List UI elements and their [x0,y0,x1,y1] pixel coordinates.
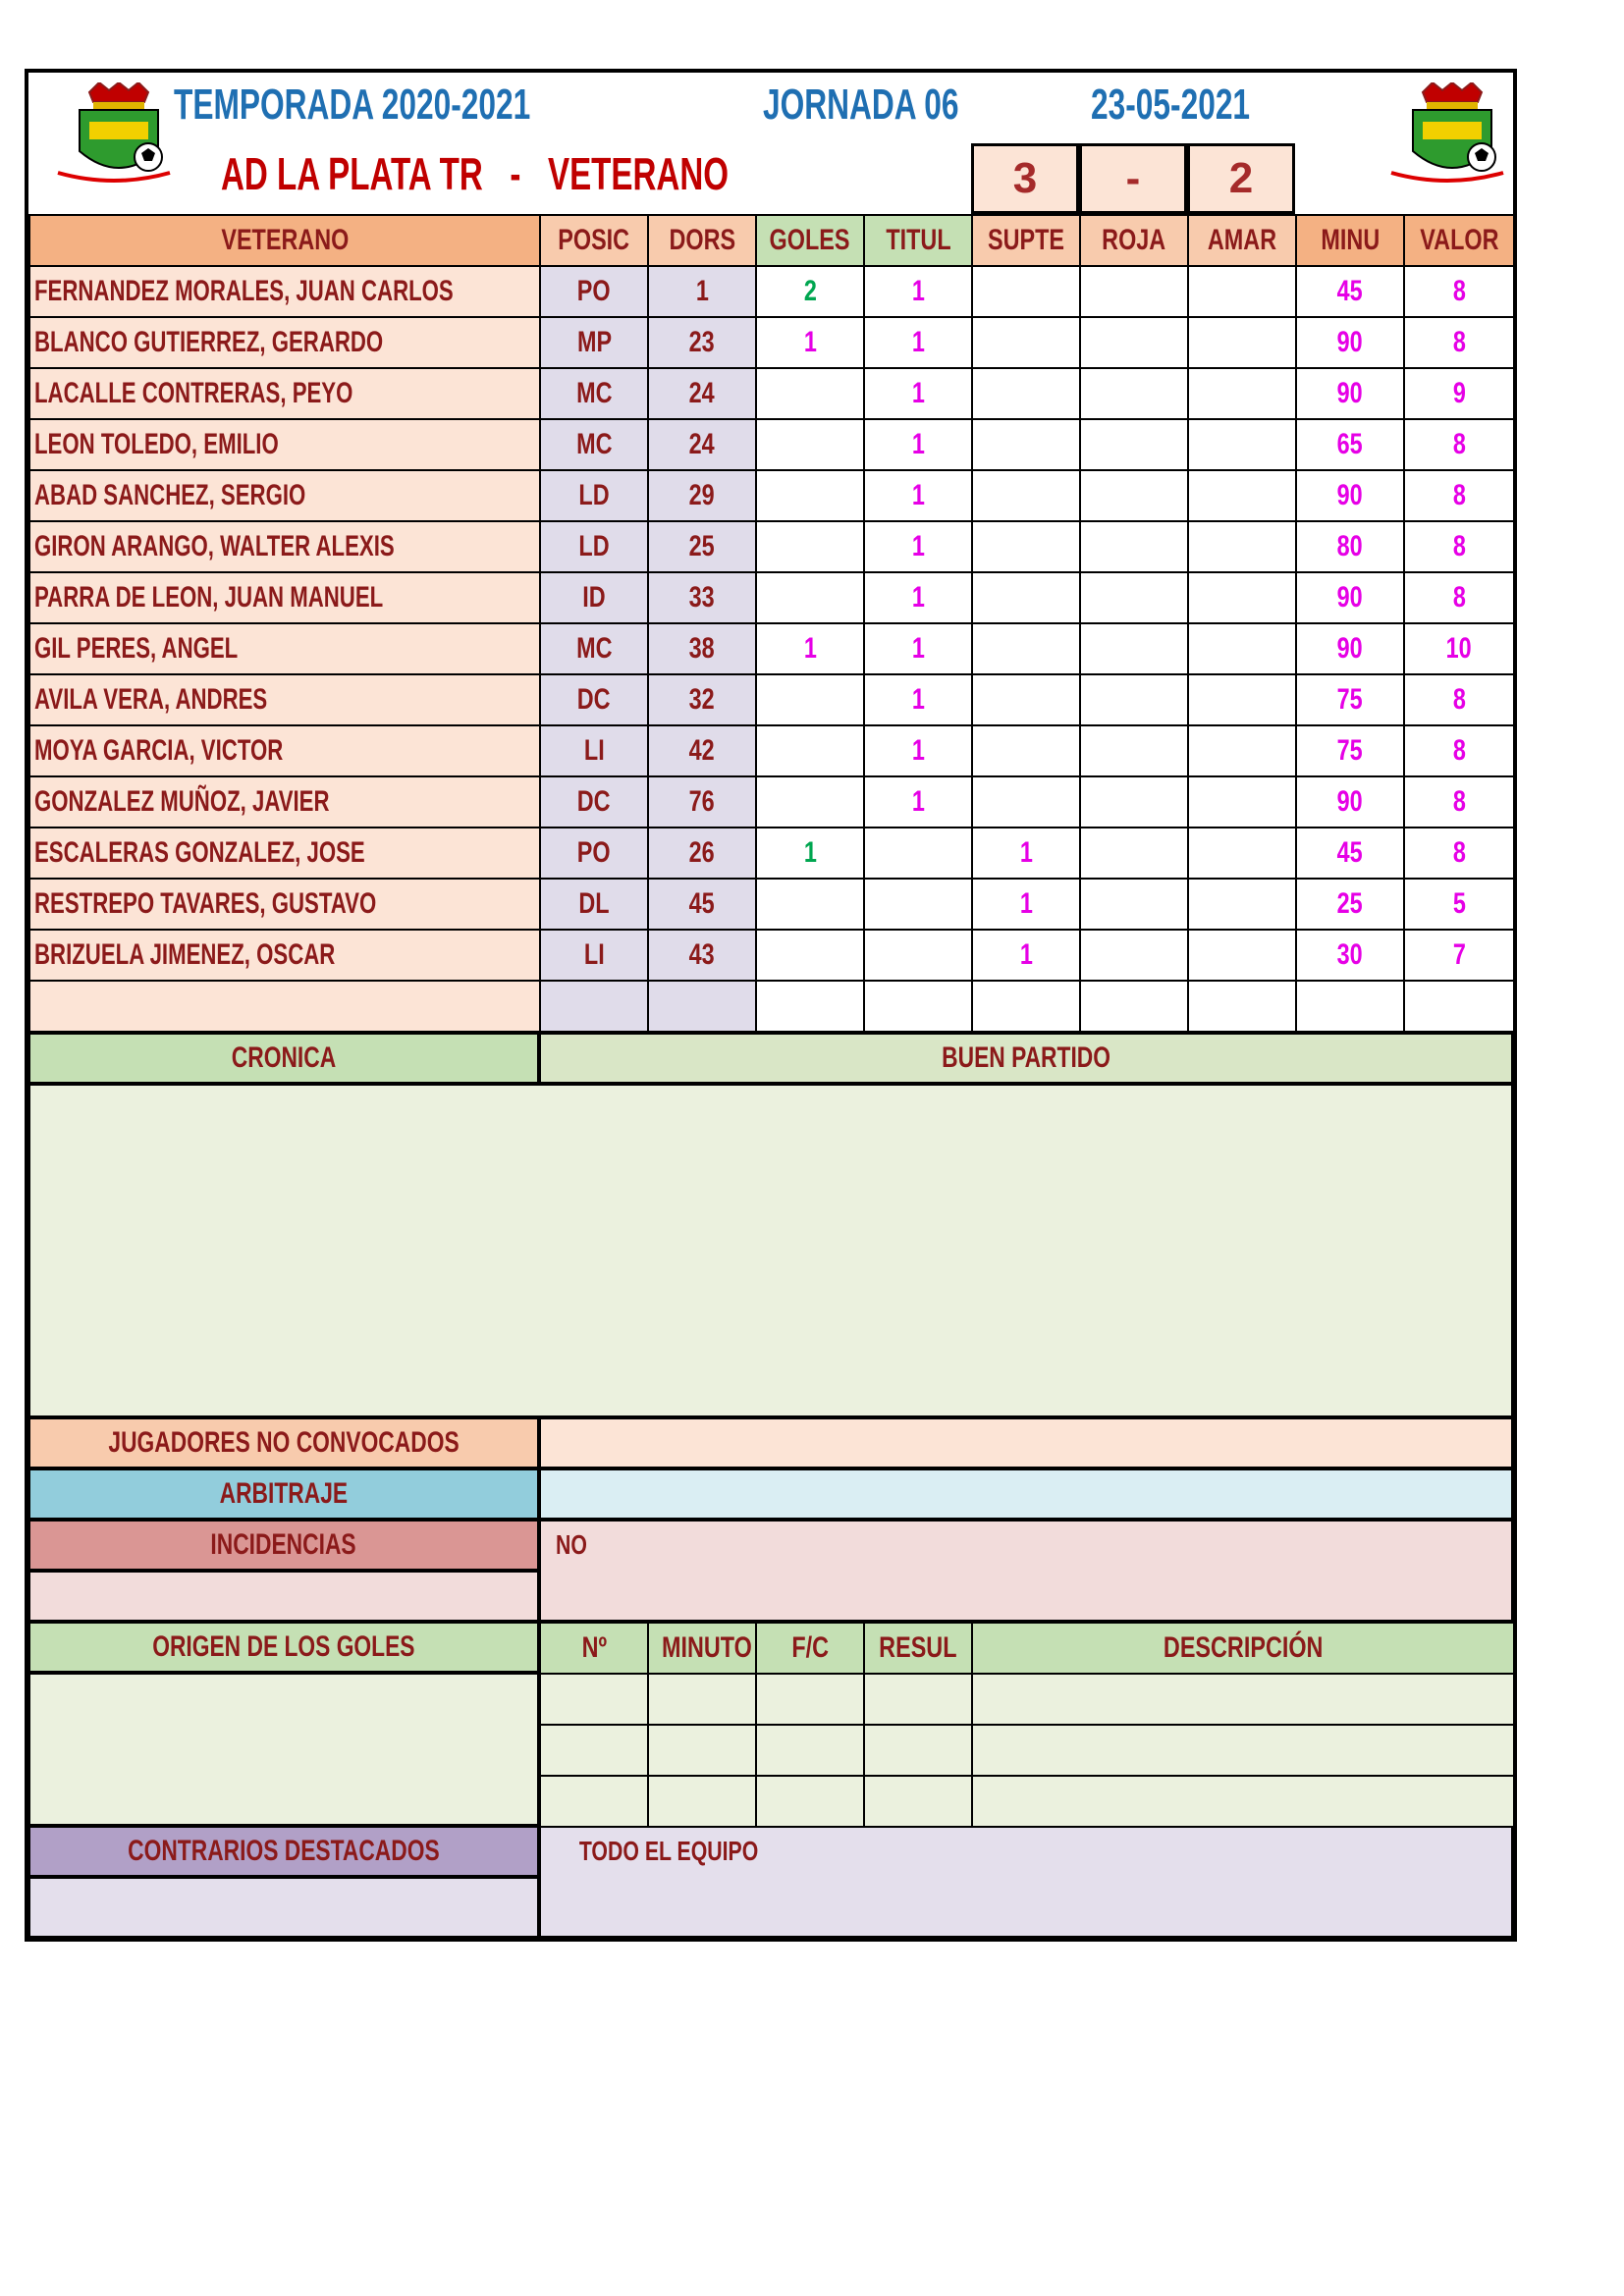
cell-amar [1188,776,1296,828]
cell-valor: 5 [1404,879,1514,930]
cell-num: 33 [648,572,756,623]
cell-name: LEON TOLEDO, EMILIO [29,419,540,470]
cell-goles [756,930,864,981]
match-date: 23-05-2021 [1091,80,1251,129]
cell-titul [864,930,972,981]
col-header-minu: MINU [1296,215,1404,266]
col-header-numero: Nº [540,1623,648,1674]
contrarios-value[interactable]: TODO EL EQUIPO [539,1826,1513,1938]
cell-goles: 1 [756,317,864,368]
cell-goles [756,368,864,419]
player-row[interactable] [29,828,1514,879]
origen-goles-label: ORIGEN DE LOS GOLES [28,1622,539,1673]
cell-goles: 2 [756,266,864,317]
contrarios-label: CONTRARIOS DESTACADOS [28,1826,539,1877]
cell-minu: 45 [1296,828,1404,879]
cell-num: 45 [648,879,756,930]
no-convocados-value[interactable] [539,1417,1513,1468]
col-header-roja: ROJA [1080,215,1188,266]
cell-amar [1188,572,1296,623]
cell-num: 25 [648,521,756,572]
match-report-sheet [25,69,1517,1942]
incidencias-value[interactable]: NO [539,1520,1513,1622]
cell-roja [1080,368,1188,419]
player-row[interactable] [29,776,1514,828]
player-row[interactable] [29,266,1514,317]
cell-num: 29 [648,470,756,521]
cell-num: 42 [648,725,756,776]
cell-num: 1 [648,266,756,317]
player-row[interactable] [29,368,1514,419]
cell-roja [1080,879,1188,930]
cell-pos [540,981,648,1032]
cell-name: FERNANDEZ MORALES, JUAN CARLOS [29,266,540,317]
cell-titul: 1 [864,317,972,368]
cell-titul: 1 [864,725,972,776]
cell-titul: 1 [864,521,972,572]
cell-minu: 25 [1296,879,1404,930]
player-row[interactable] [29,674,1514,725]
cell-supte [972,572,1080,623]
cell-valor: 8 [1404,572,1514,623]
cell-pos: LD [540,470,648,521]
incidencias-label: INCIDENCIAS [28,1520,539,1571]
cell-pos: LD [540,521,648,572]
goal-row[interactable] [540,1725,1514,1776]
cell-pos: MC [540,368,648,419]
cell-valor: 8 [1404,776,1514,828]
col-header-supte: SUPTE [972,215,1080,266]
goals-table-header [540,1623,1514,1674]
score-away: 2 [1187,143,1295,214]
no-convocados-label: JUGADORES NO CONVOCADOS [28,1417,539,1468]
cell-num: 43 [648,930,756,981]
col-header-titul: TITUL [864,215,972,266]
cell-supte [972,623,1080,674]
cell-amar [1188,266,1296,317]
cell-supte [972,368,1080,419]
cell-minu: 65 [1296,419,1404,470]
player-row[interactable] [29,623,1514,674]
cell-goles [756,674,864,725]
cell-num: 32 [648,674,756,725]
col-header-goles: GOLES [756,215,864,266]
col-header-fc: F/C [756,1623,864,1674]
cell-roja [1080,776,1188,828]
cell-titul [864,981,972,1032]
cell-supte [972,725,1080,776]
cell-minu: 45 [1296,266,1404,317]
cell-titul: 1 [864,419,972,470]
cell-goles [756,572,864,623]
incidencias-spacer [28,1571,539,1622]
col-header-veterano: VETERANO [29,215,540,266]
cell-minu: 75 [1296,725,1404,776]
cell-roja [1080,930,1188,981]
cell-roja [1080,470,1188,521]
cronica-label: CRONICA [28,1033,539,1084]
col-header-descripcion: DESCRIPCIÓN [972,1623,1514,1674]
cell-pos: MC [540,419,648,470]
match-title: AD LA PLATA TR - VETERANO [221,148,730,199]
cell-name: GIL PERES, ANGEL [29,623,540,674]
cell-valor [1404,981,1514,1032]
cell-minu: 75 [1296,674,1404,725]
cell-name: GIRON ARANGO, WALTER ALEXIS [29,521,540,572]
cell-roja [1080,572,1188,623]
score-separator: - [1079,143,1187,214]
cell-minu: 90 [1296,368,1404,419]
cell-roja [1080,317,1188,368]
cell-titul [864,879,972,930]
cell-num: 24 [648,419,756,470]
contrarios-spacer [28,1877,539,1938]
cell-amar [1188,317,1296,368]
cell-titul: 1 [864,572,972,623]
score-home: 3 [971,143,1079,214]
cell-name: PARRA DE LEON, JUAN MANUEL [29,572,540,623]
cell-valor: 8 [1404,521,1514,572]
round-title: JORNADA 06 [763,80,959,129]
col-header-posic: POSIC [540,215,648,266]
cell-amar [1188,879,1296,930]
cell-name: BLANCO GUTIERREZ, GERARDO [29,317,540,368]
cell-name: BRIZUELA JIMENEZ, OSCAR [29,930,540,981]
player-row[interactable] [29,981,1514,1032]
cell-amar [1188,828,1296,879]
cell-num: 38 [648,623,756,674]
cell-pos: LI [540,725,648,776]
cell-supte: 1 [972,879,1080,930]
cell-titul: 1 [864,368,972,419]
col-header-dors: DORS [648,215,756,266]
col-header-valor: VALOR [1404,215,1514,266]
cell-titul: 1 [864,623,972,674]
cell-titul: 1 [864,470,972,521]
cell-goles [756,725,864,776]
player-stats-table [28,214,1515,1033]
col-header-minuto: MINUTO [648,1623,756,1674]
cell-name [29,981,540,1032]
cell-goles [756,521,864,572]
cell-name: MOYA GARCIA, VICTOR [29,725,540,776]
cell-supte [972,521,1080,572]
cell-num: 26 [648,828,756,879]
arbitraje-value[interactable] [539,1468,1513,1520]
cell-pos: DC [540,674,648,725]
cell-name: LACALLE CONTRERAS, PEYO [29,368,540,419]
cell-num: 24 [648,368,756,419]
cell-titul: 1 [864,266,972,317]
cell-name: GONZALEZ MUÑOZ, JAVIER [29,776,540,828]
cell-supte: 1 [972,828,1080,879]
cell-supte [972,419,1080,470]
cell-supte [972,470,1080,521]
cell-amar [1188,419,1296,470]
cell-roja [1080,828,1188,879]
player-row[interactable] [29,419,1514,470]
player-row[interactable] [29,930,1514,981]
cell-supte [972,266,1080,317]
cell-pos: MC [540,623,648,674]
cell-minu: 90 [1296,317,1404,368]
cell-amar [1188,674,1296,725]
cell-amar [1188,521,1296,572]
col-header-amar: AMAR [1188,215,1296,266]
cell-goles [756,776,864,828]
cell-goles [756,419,864,470]
cell-name: ABAD SANCHEZ, SERGIO [29,470,540,521]
cell-name: RESTREPO TAVARES, GUSTAVO [29,879,540,930]
goal-row[interactable] [540,1674,1514,1725]
cell-pos: DC [540,776,648,828]
cell-minu: 90 [1296,776,1404,828]
cell-roja [1080,623,1188,674]
cell-titul [864,828,972,879]
club-crest-right-icon [1383,82,1511,190]
cell-minu [1296,981,1404,1032]
cell-name: ESCALERAS GONZALEZ, JOSE [29,828,540,879]
player-row[interactable] [29,725,1514,776]
goal-row[interactable] [540,1776,1514,1827]
cronica-text[interactable] [28,1084,1513,1417]
cell-amar [1188,725,1296,776]
cell-roja [1080,674,1188,725]
cell-roja [1080,725,1188,776]
cell-amar [1188,470,1296,521]
cell-supte [972,776,1080,828]
arbitraje-label: ARBITRAJE [28,1468,539,1520]
player-row[interactable] [29,879,1514,930]
cell-minu: 30 [1296,930,1404,981]
cell-titul: 1 [864,776,972,828]
cell-valor: 10 [1404,623,1514,674]
player-table-header [29,215,1514,266]
player-row[interactable] [29,572,1514,623]
player-row[interactable] [29,317,1514,368]
col-header-resul: RESUL [864,1623,972,1674]
cell-supte [972,674,1080,725]
cell-pos: MP [540,317,648,368]
goals-table [539,1622,1515,1828]
cell-roja [1080,981,1188,1032]
cell-roja [1080,266,1188,317]
cell-num: 76 [648,776,756,828]
cell-valor: 8 [1404,674,1514,725]
player-row[interactable] [29,470,1514,521]
cell-pos: ID [540,572,648,623]
cell-roja [1080,419,1188,470]
cell-minu: 90 [1296,623,1404,674]
cell-goles [756,879,864,930]
report-header [28,73,1513,214]
cell-goles [756,470,864,521]
cell-pos: DL [540,879,648,930]
player-row[interactable] [29,521,1514,572]
cell-pos: PO [540,266,648,317]
cell-pos: PO [540,828,648,879]
cell-minu: 90 [1296,470,1404,521]
cell-minu: 80 [1296,521,1404,572]
cell-amar [1188,623,1296,674]
cell-name: AVILA VERA, ANDRES [29,674,540,725]
cell-goles: 1 [756,623,864,674]
cell-supte [972,981,1080,1032]
cell-supte: 1 [972,930,1080,981]
cell-goles: 1 [756,828,864,879]
cell-amar [1188,368,1296,419]
cell-pos: LI [540,930,648,981]
cell-valor: 8 [1404,266,1514,317]
cell-num [648,981,756,1032]
cell-supte [972,317,1080,368]
club-crest-left-icon [50,82,178,190]
cell-amar [1188,981,1296,1032]
cell-valor: 8 [1404,725,1514,776]
origen-goles-notes[interactable] [28,1673,539,1826]
cell-valor: 8 [1404,419,1514,470]
cell-valor: 8 [1404,828,1514,879]
cell-goles [756,981,864,1032]
cell-valor: 7 [1404,930,1514,981]
cell-titul: 1 [864,674,972,725]
cronica-summary: BUEN PARTIDO [539,1033,1513,1084]
cell-valor: 9 [1404,368,1514,419]
cell-num: 23 [648,317,756,368]
cell-amar [1188,930,1296,981]
season-title: TEMPORADA 2020-2021 [174,80,531,129]
cell-minu: 90 [1296,572,1404,623]
cell-valor: 8 [1404,317,1514,368]
cell-roja [1080,521,1188,572]
cell-valor: 8 [1404,470,1514,521]
